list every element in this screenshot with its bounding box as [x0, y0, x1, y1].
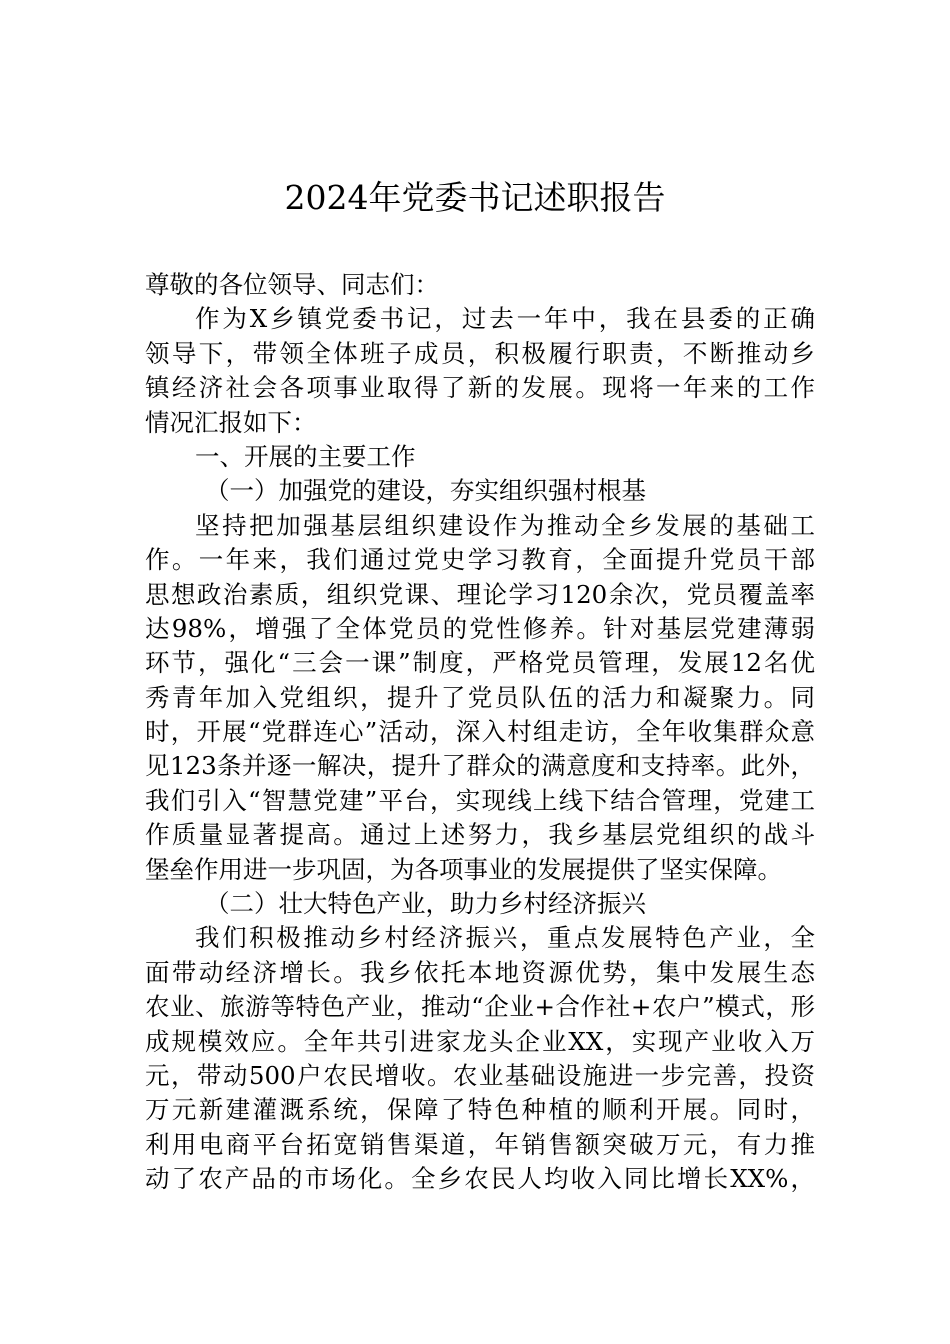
text-line: 秀青年加入党组织，提升了党员队伍的活力和凝聚力。同: [145, 682, 815, 712]
text-line: 尊敬的各位领导、同志们：: [145, 270, 439, 299]
text-line: 作为X乡镇党委书记，过去一年中，我在县委的正确: [195, 304, 815, 334]
text-line: 镇经济社会各项事业取得了新的发展。现将一年来的工作: [145, 373, 815, 403]
text-line: 我们积极推动乡村经济振兴，重点发展特色产业，全: [195, 923, 815, 953]
text-line: （二）壮大特色产业，助力乡村经济振兴: [205, 889, 646, 919]
text-line: 利用电商平台拓宽销售渠道，年销售额突破万元，有力推: [145, 1129, 815, 1159]
text-line: 元，带动500户农民增收。农业基础设施进一步完善，投资: [145, 1060, 815, 1090]
text-line: 作。一年来，我们通过党史学习教育，全面提升党员干部: [145, 545, 815, 575]
text-line: 领导下，带领全体班子成员，积极履行职责，不断推动乡: [145, 338, 815, 368]
text-line: 一、开展的主要工作: [195, 441, 416, 471]
text-line: 面带动经济增长。我乡依托本地资源优势，集中发展生态: [145, 957, 815, 987]
text-line: 堡垒作用进一步巩固，为各项事业的发展提供了坚实保障。: [145, 854, 782, 884]
text-line: 时，开展“党群连心”活动，深入村组走访，全年收集群众意: [145, 717, 815, 747]
text-line: 思想政治素质，组织党课、理论学习120余次，党员覆盖率: [145, 579, 815, 609]
document-title: 2024年党委书记述职报告: [284, 178, 666, 217]
text-line: 万元新建灌溉系统，保障了特色种植的顺利开展。同时，: [145, 1095, 815, 1125]
text-line: 环节，强化“三会一课”制度，严格党员管理，发展12名优: [145, 648, 815, 678]
text-line: 农业、旅游等特色产业，推动“企业+合作社+农户”模式，形: [145, 992, 815, 1022]
text-line: 动了农产品的市场化。全乡农民人均收入同比增长XX%，: [145, 1164, 815, 1194]
text-line: 作质量显著提高。通过上述努力，我乡基层党组织的战斗: [145, 820, 815, 850]
text-line: 坚持把加强基层组织建设作为推动全乡发展的基础工: [195, 510, 815, 540]
text-line: 我们引入“智慧党建”平台，实现线上线下结合管理，党建工: [145, 785, 815, 815]
document-body: [145, 268, 815, 1197]
text-line: 成规模效应。全年共引进家龙头企业XX，实现产业收入万: [145, 1026, 815, 1056]
text-line: （一）加强党的建设，夯实组织强村根基: [205, 476, 646, 506]
text-line: 见123条并逐一解决，提升了群众的满意度和支持率。此外，: [145, 751, 815, 781]
text-line: 达98%，增强了全体党员的党性修养。针对基层党建薄弱: [145, 613, 815, 643]
text-line: 情况汇报如下：: [145, 407, 317, 437]
